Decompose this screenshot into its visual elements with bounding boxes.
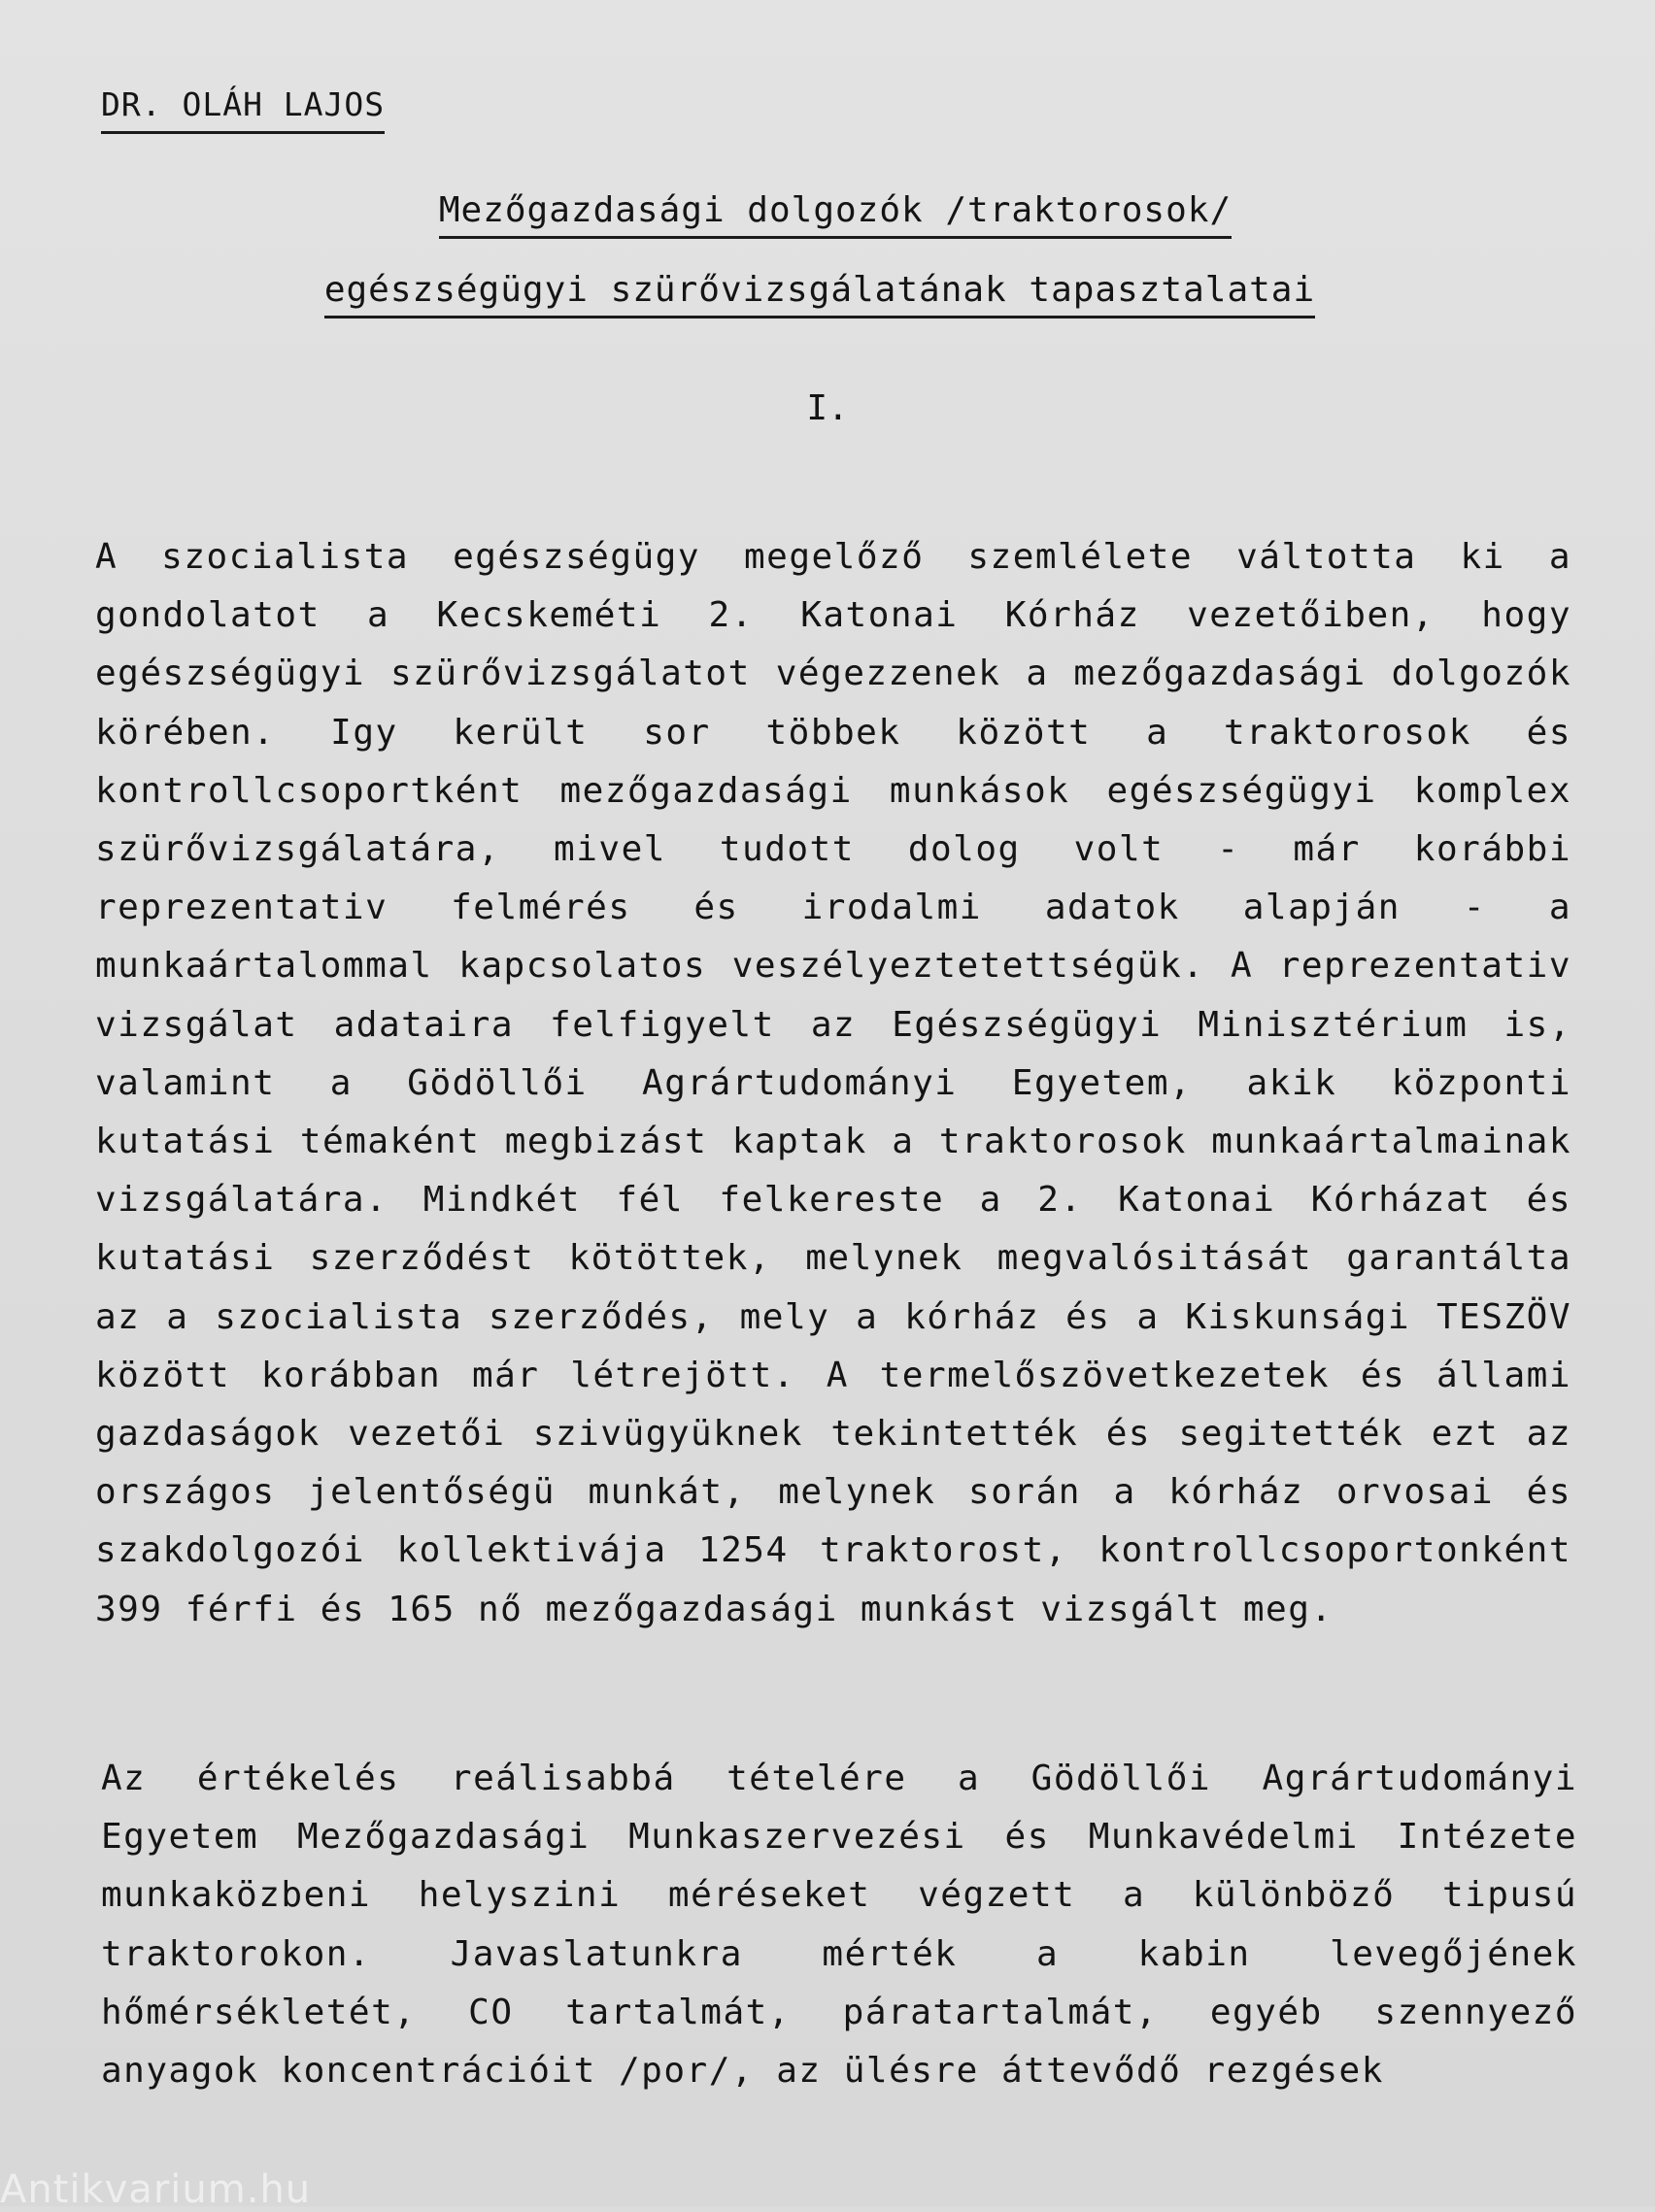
author-name: DR. OLÁH LAJOS [101, 85, 385, 134]
watermark: Antikvarium.hu [0, 2167, 312, 2212]
title-line-2 [0, 270, 1647, 318]
title-line-1-text: Mezőgazdasági dolgozók /traktorosok/ [439, 190, 1232, 239]
section-number: I. [806, 388, 849, 428]
title-line-1 [8, 190, 1655, 239]
title-line-2-text: egészségügyi szürővizsgálatának tapasztalatai [324, 270, 1315, 318]
body-paragraph-2: Az értékelés reálisabbá tételére a Gödöllői Agrártudományi Egyetem Mezőgazdasági Munkaszervezési és Munkavédelmi Intézete munkaközbeni helyszini méréseket végzett a különböző tipusú traktorokon. Javaslatunkra mérték a kabin levegőjének hőmérsékletét, CO tartalmát, páratartalmát, egyéb szennyező anyagok koncentrációit /por/, az ülésre áttevődő rezgések [101, 1759, 1577, 2092]
body-paragraph-1: A szocialista egészségügy megelőző szemlélete váltotta ki a gondolatot a Kecskeméti 2. Katonai Kórház vezetőiben, hogy egészségügyi szürővizsgálatot végezzenek a mezőgazdasági dolgozók körében. Igy került sor többek között a traktorosok és kontrollcsoportként mezőgazdasági munkások egészségügyi komplex szürővizsgálatára, mivel tudott dolog volt - már korábbi reprezentativ felmérés és irodalmi adatok alapján - a munkaártalommal kapcsolatos veszélyeztetettségük. A reprezentativ vizsgálat adataira felfigyelt az Egészségügyi Minisztérium is, valamint a Gödöllői Agrártudományi Egyetem, akik központi kutatási témaként megbizást kaptak a traktorosok munkaártalmainak vizsgálatára. Mindkét fél felkereste a 2. Katonai Kórházat és kutatási szerződést kötöttek, melynek megvalósitását garantálta az a szocialista szerződés, mely a kórház és a Kiskunsági TESZÖV között korábban már létrejött. A termelőszövetkezetek és állami gazdaságok vezetői szivügyüknek tekintették és segitették ezt az országos jelentőségü munkát, melynek során a kórház orvosai és szakdolgozói kollektivája 1254 traktorost, kontrollcsoportonként 399 férfi és 165 nő mezőgazdasági munkást vizsgált meg. [95, 537, 1571, 1629]
